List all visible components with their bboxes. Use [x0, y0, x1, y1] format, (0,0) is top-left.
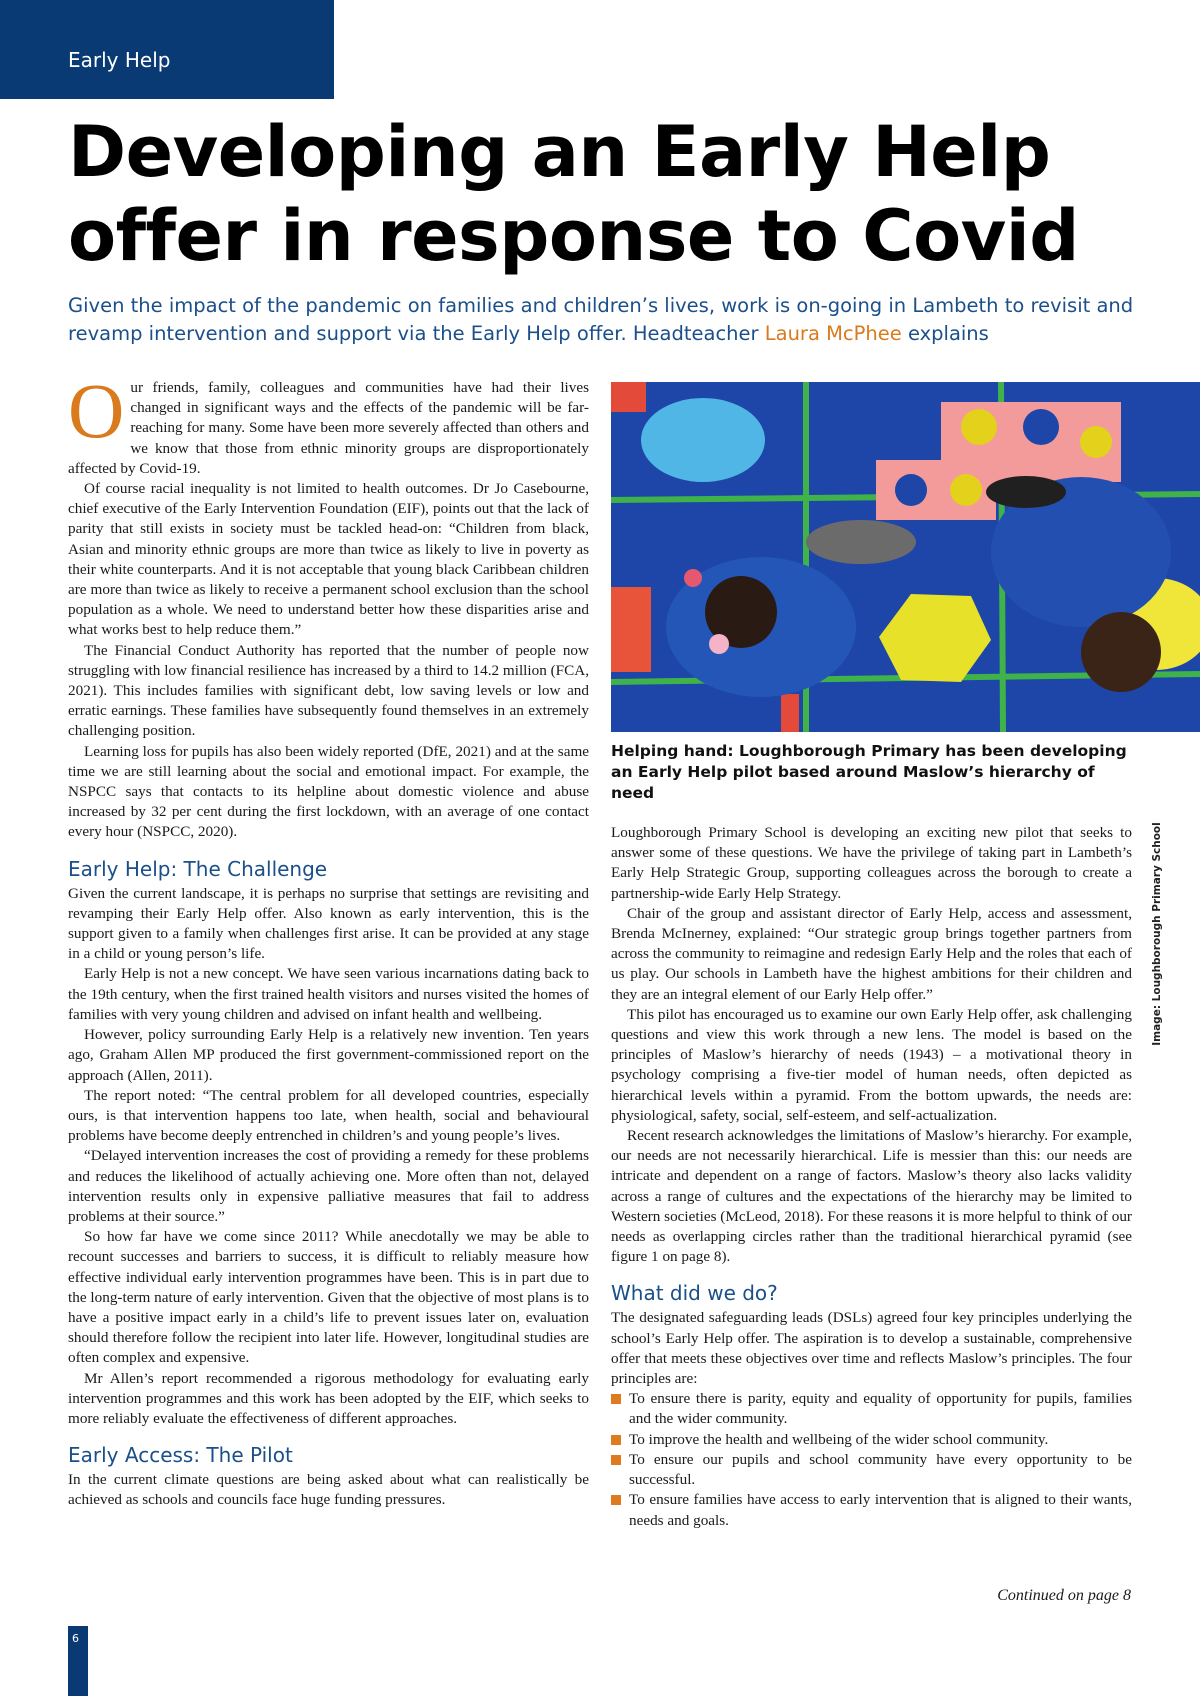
article-photo: [611, 382, 1200, 732]
paragraph: Recent research acknowledges the limitations of Maslow’s hierarchy. For example, our needs are not necessarily hierarchical. Life is messier than this: our needs are intricate and dependent on a range of factors. Maslow’s theory also lacks validity across a range of cultures and the expectations of the hierarchy may be limited to Western societies (McLeod, 2018). For these reasons it is more helpful to think of our needs as overlapping circles rather than the traditional hierarchical pyramid (see figure 1 on page 8).: [611, 1127, 1132, 1266]
section-label: Early Help: [68, 48, 171, 72]
section-tab: [0, 0, 334, 99]
continued-note: Continued on page 8: [997, 1587, 1131, 1604]
article-column-left: [68, 367, 589, 1511]
page-number: 6: [72, 1632, 79, 1645]
paragraph: “Delayed intervention increases the cost of providing a remedy for these problems and reduces the likelihood of actually achieving one. More often than not, delayed intervention results only in expensive palliative measures that fail to address problems at their source.”: [68, 1147, 589, 1225]
paragraph: Chair of the group and assistant director of Early Help, access and assessment, Brenda McInerney, explained: “Our strategic group brings together partners from across the community to reimagine and redesign Early Help and the roles that each of us play. Our schools in Lambeth have the highest ambitions for their children and they are an integral element of our Early Help offer.”: [611, 904, 1132, 1003]
paragraph: Learning loss for pupils has also been widely reported (DfE, 2021) and at the same time we are still learning about the social and emotional impact. For example, the NSPCC says that contacts to its helpline about domestic violence and abuse increased by 32 per cent during the first lockdown, with an average of one contact every hour (NSPCC, 2020).: [68, 742, 589, 841]
subheading-pilot: Early Access: The Pilot: [68, 1443, 293, 1468]
paragraph: So how far have we come since 2011? While anecdotally we may be able to recount successes and barriers to success, it is difficult to reliably measure how effective individual early intervention programmes have been. This is in part due to the long-term nature of early intervention. Given that the objective of most plans is to have a positive impact early in a child’s life to prevent issues later on, evaluation should therefore follow the recipient into later life. However, longitudinal studies are often complex and expensive.: [68, 1228, 589, 1367]
headline-line-2: offer in response to Covid: [68, 195, 1079, 277]
subheading-challenge: Early Help: The Challenge: [68, 856, 328, 881]
page-number-tab: [68, 1626, 88, 1696]
paragraph: The report noted: “The central problem for all developed countries, especially ours, is that intervention happens too late, when health, social and behavioural problems have become deeply entrenched in children’s and young people’s lives.: [68, 1086, 589, 1145]
list-item-text: To ensure there is parity, equity and equality of opportunity for pupils, families and the wider community.: [629, 1390, 1132, 1428]
paragraph: [68, 367, 589, 479]
bullet-square-icon: [611, 1495, 621, 1505]
paragraph: However, policy surrounding Early Help is a relatively new invention. Ten years ago, Graham Allen MP produced the first government-commissioned report on the approach (Allen, 2011).: [68, 1026, 589, 1084]
headline-line-1: Developing an Early Help: [68, 111, 1051, 193]
author-name: Laura McPhee: [764, 322, 902, 345]
list-item-text: To ensure our pupils and school community have every opportunity to be successful.: [629, 1450, 1132, 1489]
photo-credit-text: Image: Loughborough Primary School: [1151, 822, 1163, 1046]
paragraph-text: ur friends, family, colleagues and communities have had their lives changed in significant ways and the effects of the pandemic will be far-reaching for many. Some have been more severely affected than others and we know that those from ethnic minority groups are disproportionately affected by Covid-19.: [68, 379, 589, 477]
paragraph: Loughborough Primary School is developing an exciting new pilot that seeks to answer some of these questions. We have the privilege of taking part in Lambeth’s Early Help Strategic Group, supporting colleagues across the borough to create a partnership-wide Early Help Strategy.: [611, 824, 1132, 902]
list-item: [611, 1450, 1132, 1490]
subheading-what: What did we do?: [611, 1281, 778, 1306]
paragraph: Of course racial inequality is not limited to health outcomes. Dr Jo Casebourne, chief executive of the Early Intervention Foundation (EIF), points out that the lack of parity that still exists in society must be tackled head-on: “Children from black, Asian and minority ethnic groups are more than twice as likely to live in poverty as their white counterparts. And it is not acceptable that young black Caribbean children are more than twice as likely to receive a permanent school exclusion than the school population as a whole. We need to understand better how these disparities arise and what works best to help reduce them.”: [68, 480, 589, 639]
bullet-square-icon: [611, 1455, 621, 1465]
list-item: [611, 1490, 1132, 1530]
paragraph: Given the current landscape, it is perhaps no surprise that settings are revisiting and revamping their Early Help offer. Also known as early intervention, this is the support given to a family when challenges first arise. It can be provided at any stage in a child or young person’s life.: [68, 884, 589, 963]
standfirst-tail: explains: [901, 322, 989, 345]
paragraph: The designated safeguarding leads (DSLs) agreed four key principles underlying the school’s Early Help offer. The aspiration is to develop a sustainable, comprehensive offer that meets these objectives over time and reflects Maslow’s principles. The four principles are:: [611, 1309, 1132, 1388]
bullet-square-icon: [611, 1394, 621, 1404]
standfirst-text: Given the impact of the pandemic on families and children’s lives, work is on-going in Lambeth to revisit and revamp intervention and support via the Early Help offer. Headteacher: [68, 294, 1134, 345]
list-item: [611, 1430, 1132, 1450]
paragraph: In the current climate questions are being asked about what can realistically be achieved as schools and councils face huge funding pressures.: [68, 1471, 589, 1509]
paragraph: Mr Allen’s report recommended a rigorous methodology for evaluating early intervention programmes and this work has been adopted by the EIF, which seeks to more reliably evaluate the effectiveness of different approaches.: [68, 1369, 589, 1427]
paragraph: The Financial Conduct Authority has reported that the number of people now struggling with low financial resilience has increased by a third to 14.2 million (FCA, 2021). This includes families with significant debt, low saving levels or low and erratic earnings. These families have subsequently found themselves in an extremely challenging position.: [68, 641, 589, 740]
photo-illustration: [611, 382, 1200, 732]
article-column-right: [611, 823, 1132, 1531]
paragraph: Early Help is not a new concept. We have seen various incarnations dating back to the 19th century, when the first trained health visitors and nurses visited the homes of families with very young children and advised on infant health and wellbeing.: [68, 965, 589, 1023]
principles-list: [611, 1389, 1132, 1530]
photo-credit: [1147, 823, 1167, 1045]
list-item-text: To ensure families have access to early intervention that is aligned to their wants, needs and goals.: [629, 1491, 1132, 1529]
paragraph: This pilot has encouraged us to examine our own Early Help offer, ask challenging questions and view this work through a new lens. The model is based on the principles of Maslow’s hierarchy of needs (1943) – a motivational theory in psychology comprising a five-tier model of human needs, often depicted as hierarchical levels within a pyramid. From the bottom upwards, the needs are: physiological, safety, social, self-esteem, and self-actualization.: [611, 1005, 1132, 1124]
list-item: [611, 1389, 1132, 1429]
headline: [68, 110, 1168, 278]
standfirst: [68, 292, 1148, 348]
bullet-square-icon: [611, 1435, 621, 1445]
list-item-text: To improve the health and wellbeing of the wider school community.: [629, 1430, 1049, 1448]
drop-cap: O: [68, 367, 125, 454]
photo-caption: Helping hand: Loughborough Primary has been developing an Early Help pilot based around Maslow’s hierarchy of need: [611, 742, 1127, 802]
